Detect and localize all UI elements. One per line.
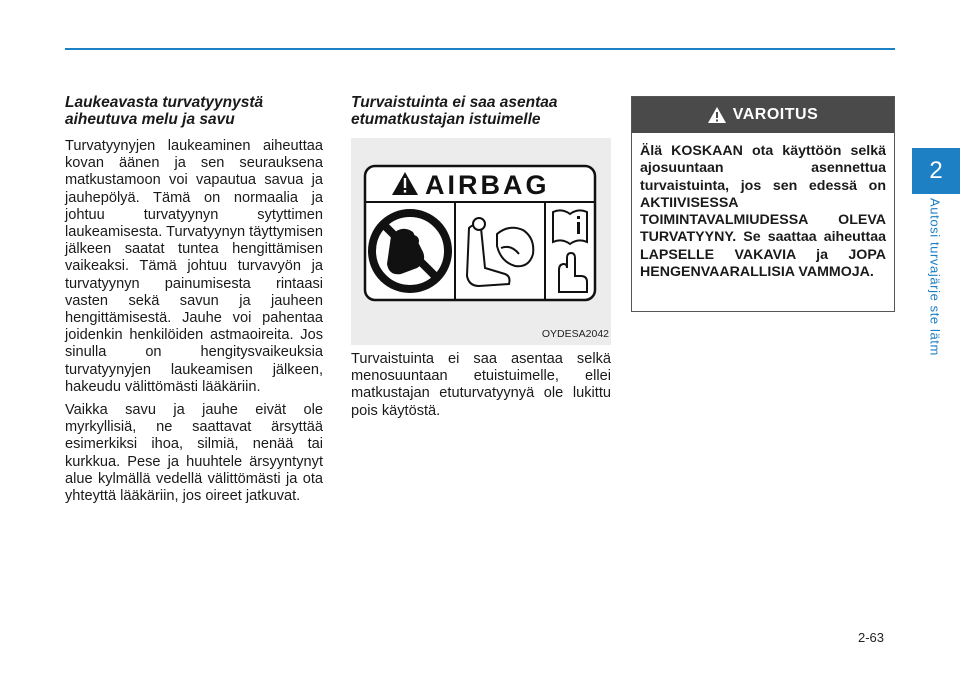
left-column [65,94,323,511]
warning-title: VAROITUS [732,106,819,123]
left-heading-line-2: aiheutuva melu ja savu [65,111,235,128]
airbag-label-illustration [351,138,611,345]
middle-column [351,94,611,426]
airbag-label-figure [351,138,611,345]
top-rule [65,48,895,50]
chapter-side-title [921,198,949,368]
middle-heading-line-1: Turvaistuinta ei saa asentaa [351,94,558,111]
middle-paragraph: Turvaistuinta ei saa asentaa selkä menosuuntaan etuistuimelle, ellei matkustajan etuturvatyynyä ole lukittu pois käytöstä. [351,351,611,419]
middle-heading [351,94,611,128]
warning-text: Älä KOSKAAN ota käyttöön selkä ajosuuntaan asennettua turvaistuinta, jos sen edessä on AKTIIVISESSA TOIMINTAVALMIUDESSA OLEVA TURVATYYNY. Se saattaa aiheuttaa LAPSELLE VAKAVIA ja JOPA HENGENVAARALLISIA VAMMOJA. [640,143,886,281]
warning-box [631,96,895,312]
left-paragraph-2: Vaikka savu ja jauhe eivät ole myrkyllisiä, ne saattavat ärsyttää esimerkiksi ihoa, silmiä, nenää tai kurkkua. Pese ja huuhtele ärsyyntynyt alue kylmällä vedellä välittömästi ja ota yhteyttä lääkäriin, jos oireet jatkuvat. [65,402,323,505]
middle-heading-line-2: etumatkustajan istuimelle [351,111,541,128]
no-child-seat-icon [372,213,448,289]
left-paragraph-1: Turvatyynyjen laukeaminen aiheuttaa kovan äänen ja sen seurauksena matkustamoon voi vapautua savua ja jauhepölyä. Tämä on normaalia ja johtuu turvatyynyn sytyttimen laukeamisesta. Turvatyynyn täyttymisen jälkeen saatat tuntea hengittämisen vaikeaksi. Tämä johtuu turvavyön ja turvatyynyn painumisesta rintaasi vasten sekä savun ja jauheen hengittämisestä. Jauhe voi pahentaa joidenkin henkilöiden astmaoireita. Jos sinulla on hengitysvaikeuksia turvatyynyjen laukeamisen jälkeen, hakeudu välittömästi lääkäriin. [65,138,323,395]
page-number: 2-63 [858,630,885,645]
chapter-number: 2 [929,157,943,184]
figure-code: OYDESA2042 [541,327,609,340]
warning-icon [708,107,726,123]
warning-header [632,97,894,133]
left-heading-line-1: Laukeavasta turvatyynystä [65,94,264,111]
left-heading [65,94,323,128]
chapter-tab [912,148,960,194]
chapter-title: Autosi turvajärje ste lätm [927,198,943,356]
airbag-label-text: AIRBAG [425,170,550,200]
